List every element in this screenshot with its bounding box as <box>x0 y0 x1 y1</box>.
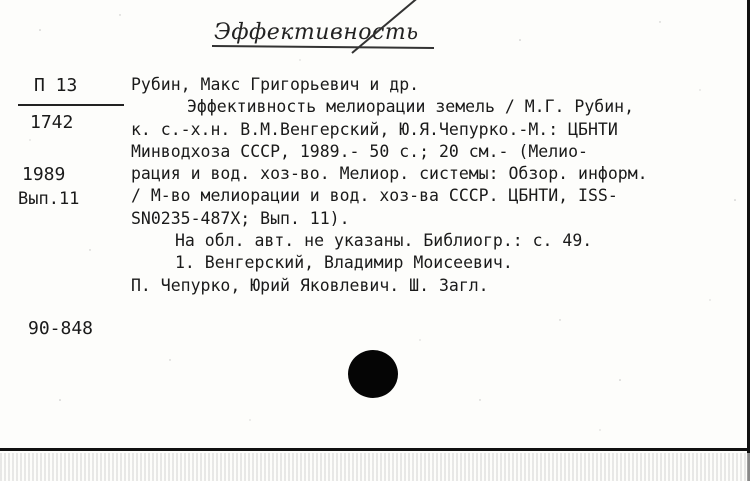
card-punch-hole <box>348 350 398 398</box>
inventory-number: 90-848 <box>28 318 94 339</box>
record-line: Минводхоза СССР, 1989.- 50 с.; 20 см.- (Мелио- <box>131 141 588 161</box>
record-line: / М-во мелиорации и вод. хоз-ва СССР. ЦБНТИ, ISS- <box>131 186 618 206</box>
shelf-mark: П 13 <box>34 75 78 96</box>
card-bottom-edge <box>0 448 750 451</box>
author-mark: 1742 <box>30 112 74 133</box>
handwritten-underline <box>212 45 434 49</box>
shelf-mark-divider <box>18 104 124 106</box>
record-title-line: Эффективность мелиорации земель / М.Г. Рубин, <box>187 97 635 117</box>
record-line: рация и вод. хоз-во. Мелиор. системы: Обзор. информ. <box>131 164 648 184</box>
record-note-line: На обл. авт. не указаны. Библиогр.: с. 49. <box>175 231 593 251</box>
handwritten-subject-note: Эффективность <box>214 20 419 45</box>
issue-number: Вып.11 <box>18 189 80 209</box>
record-line: SN0235-487X; Вып. 11). <box>131 208 350 228</box>
record-line: к. с.-х.н. В.М.Венгерский, Ю.Я.Чепурко.-М.: ЦБНТИ <box>131 119 618 139</box>
record-author-line: Рубин, Макс Григорьевич и др. <box>131 75 420 94</box>
scan-border <box>0 453 750 481</box>
bibliographic-record <box>131 74 743 297</box>
publication-year: 1989 <box>22 164 66 185</box>
record-tracing-line: 1. Венгерский, Владимир Моисеевич. <box>175 253 513 273</box>
record-tracing-line: П. Чепурко, Юрий Яковлевич. Ш. Загл. <box>131 275 489 295</box>
